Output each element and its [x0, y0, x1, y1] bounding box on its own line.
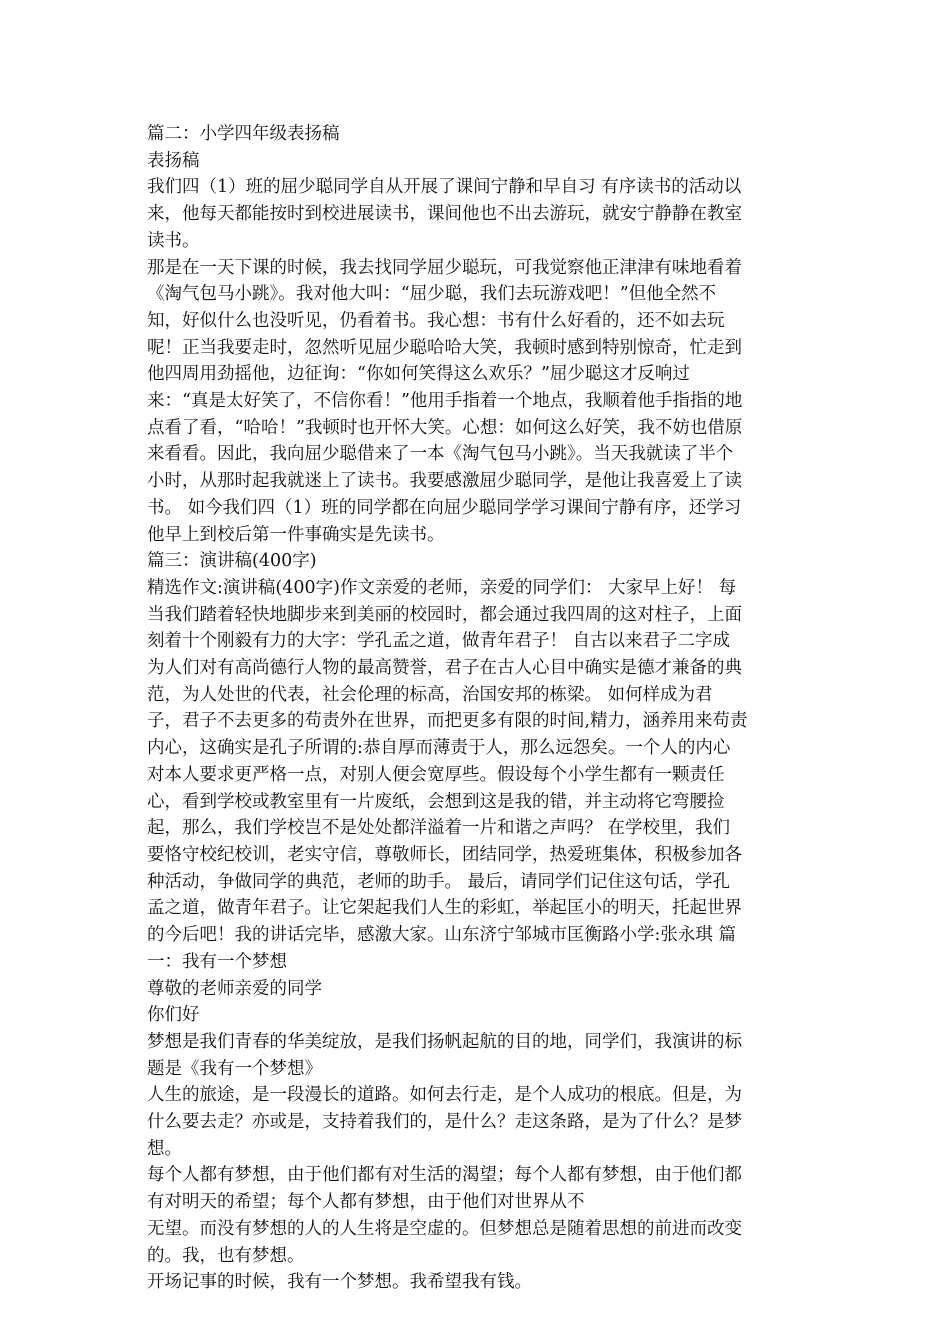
text-line: 内心，这确实是孔子所谓的:恭自厚而薄责于人，那么远怨矣。一个人的内心: [147, 738, 731, 759]
text-line: 什么要去走？亦或是，支持着我们的，是什么？走这条路，是为了什么？是梦: [147, 1112, 742, 1133]
text-line: 为人们对有高尚德行人物的最高赞誉，君子在古人心目中确实是德才兼备的典: [147, 658, 742, 679]
text-line: 那是在一天下课的时候，我去找同学屈少聪玩，可我觉察他正津津有味地看着: [147, 257, 742, 278]
text-line: 他四周用劲摇他，边征询：“你如何笑得这么欢乐？”屈少聪这才反响过: [147, 364, 690, 385]
text-line: 当我们踏着轻快地脚步来到美丽的校园时，都会通过我四周的这对柱子，上面: [147, 604, 742, 625]
text-line: 刻着十个刚毅有力的大字：学孔孟之道，做青年君子！ 自古以来君子二字成: [147, 631, 731, 652]
text-line: 篇三：演讲稿(400字): [147, 551, 317, 572]
text-line: 来看看。因此，我向屈少聪借来了一本《淘气包马小跳》。当天我就读了半个: [147, 444, 734, 465]
text-line: 要恪守校纪校训，老实守信，尊敬师长，团结同学，热爱班集体，积极参加各: [147, 844, 742, 865]
text-line: 孟之道，做青年君子。让它架起我们人生的彩虹，举起匡小的明天，托起世界: [147, 898, 742, 919]
text-line: 《淘气包马小跳》。我对他大叫：“屈少聪，我们去玩游戏吧！”但他全然不: [147, 284, 717, 305]
text-line: 梦想是我们青春的华美绽放，是我们扬帆起航的目的地，同学们，我演讲的标: [147, 1031, 742, 1052]
text-line: 一：我有一个梦想: [147, 951, 287, 972]
text-line: 我们四（1）班的屈少聪同学自从开展了课间宁静和早自习 有序读书的活动以: [147, 177, 742, 198]
document-body: [147, 121, 807, 1296]
text-line: 点看了看，“哈哈！”我顿时也开怀大笑。心想：如何这么好笑，我不妨也借原: [147, 417, 743, 438]
text-line: 子，君子不去更多的苟责外在世界，而把更多有限的时间,精力，涵养用来苟责: [147, 711, 748, 732]
text-line: 人生的旅途，是一段漫长的道路。如何去行走，是个人成功的根底。但是，为: [147, 1085, 742, 1106]
text-line: 题是《我有一个梦想》: [147, 1058, 322, 1079]
text-line: 表扬稿: [147, 150, 200, 171]
text-line: 小时，从那时起我就迷上了读书。我要感激屈少聪同学，是他让我喜爱上了读: [147, 471, 742, 492]
text-line: 对本人要求更严格一点，对别人便会宽厚些。假设每个小学生都有一颗责任: [147, 764, 725, 785]
text-line: 的今后吧！我的讲话完毕，感激大家。山东济宁邹城市匡衡路小学:张永琪 篇: [147, 925, 736, 946]
text-line: 想。: [147, 1138, 182, 1159]
text-line: 来，他每天都能按时到校进展读书，课间他也不出去游玩，就安宁静静在教室: [147, 204, 742, 225]
text-line: 书。 如今我们四（1）班的同学都在向屈少聪同学学习课间宁静有序，还学习: [147, 497, 742, 518]
text-line: 心，看到学校或教室里有一片废纸，会想到这是我的错，并主动将它弯腰捡: [147, 791, 725, 812]
text-line: 无望。而没有梦想的人的人生将是空虚的。但梦想总是随着思想的前进而改变: [147, 1218, 742, 1239]
text-line: 你们好: [147, 1005, 200, 1026]
text-line: 读书。: [147, 230, 200, 251]
text-line: 的。我，也有梦想。: [147, 1245, 305, 1266]
text-line: 来：“真是太好笑了，不信你看！”他用手指着一个地点，我顺着他手指指的地: [147, 391, 743, 412]
text-line: 精选作文:演讲稿(400字)作文亲爱的老师，亲爱的同学们： 大家早上好！ 每: [147, 577, 737, 598]
text-line: 有对明天的希望；每个人都有梦想，由于他们对世界从不: [147, 1192, 585, 1213]
text-line: 每个人都有梦想，由于他们都有对生活的渴望；每个人都有梦想，由于他们都: [147, 1165, 742, 1186]
text-line: 他早上到校后第一件事确实是先读书。: [147, 524, 445, 545]
text-line: 篇二：小学四年级表扬稿: [147, 124, 340, 144]
text-line: 起，那么，我们学校岂不是处处都洋溢着一片和谐之声吗？ 在学校里，我们: [147, 818, 731, 839]
text-line: 呢！正当我要走时，忽然听见屈少聪哈哈大笑，我顿时感到特别惊奇，忙走到: [147, 337, 742, 358]
text-line: 开场记事的时候，我有一个梦想。我希望我有钱。: [147, 1272, 532, 1293]
text-line: 知，好似什么也没听见，仍看着书。我心想：书有什么好看的，还不如去玩: [147, 310, 725, 331]
text-line: 种活动，争做同学的典范，老师的助手。 最后，请同学们记住这句话，学孔: [147, 871, 731, 892]
text-line: 尊敬的老师亲爱的同学: [147, 978, 322, 999]
text-line: 范，为人处世的代表，社会伦理的标高，治国安邦的栋梁。 如何样成为君: [147, 684, 713, 705]
